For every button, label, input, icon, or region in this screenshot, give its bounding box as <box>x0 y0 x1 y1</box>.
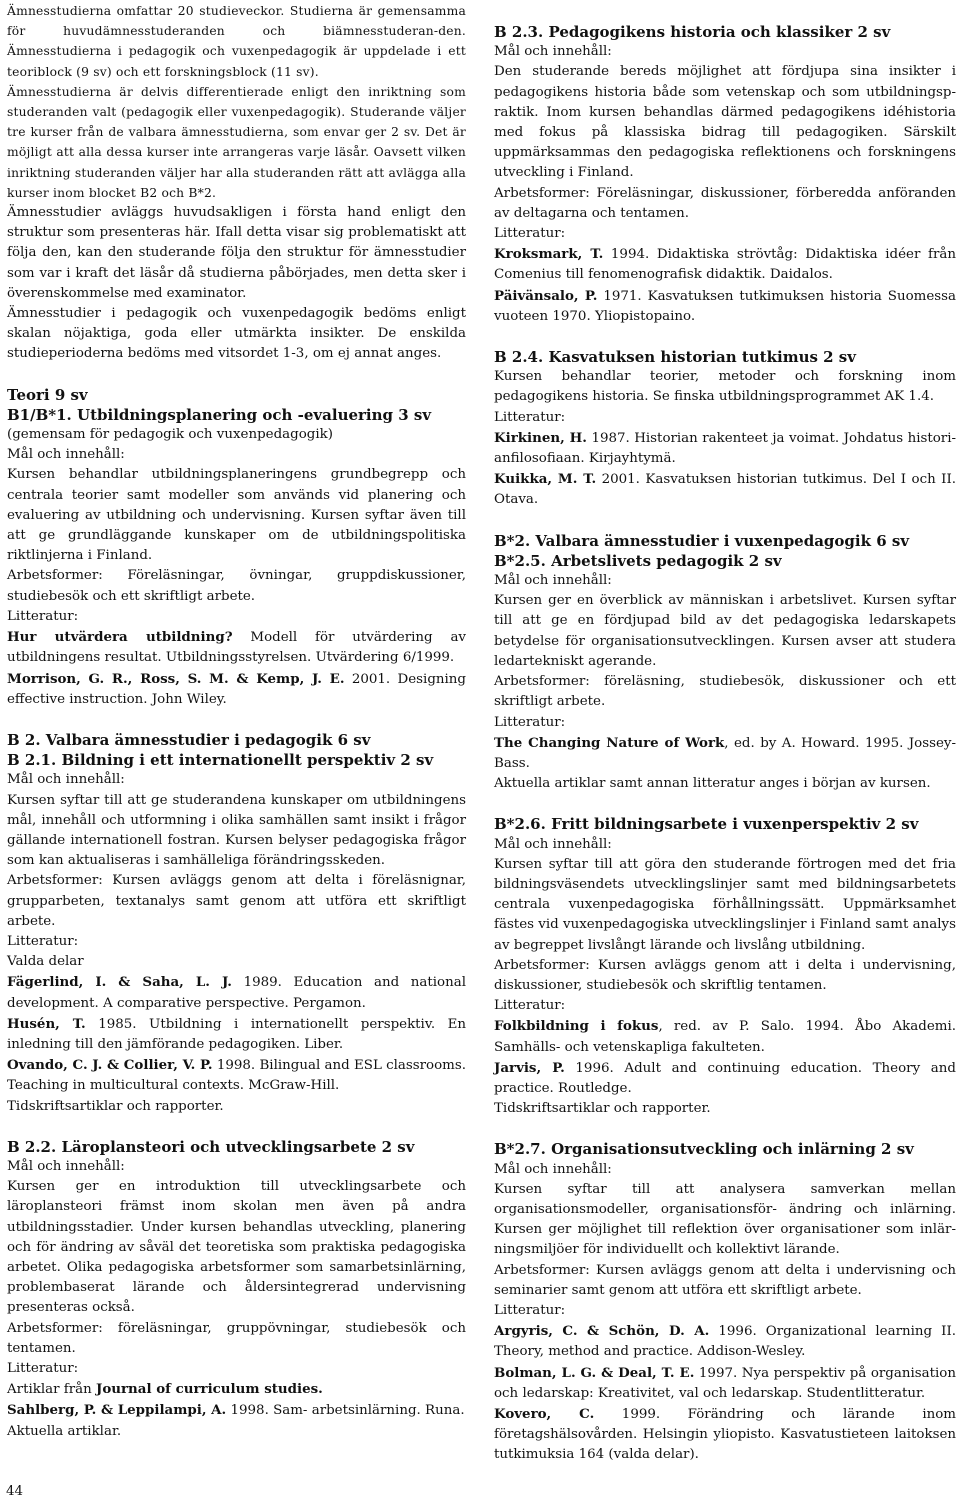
reference-text: 1996. Organizational learning II. Theory, method and practice. Addison-Wesley. <box>494 1324 956 1360</box>
course-arbetsformer: Arbetsformer: föreläsning, studiebesök, diskussioner och ett skriftligt arbete. <box>494 674 956 710</box>
intro-paragraph: Ämnesstudier i pedagogik och vuxenpedagogik bedöms enligt skalan nöjaktiga, goda eller utmärkta insikter. De enskilda studieperioderna bedöms med vitsordet 1-3, om ej annat anges. <box>7 306 466 362</box>
reference-author: Fägerlind, I. & Saha, L. J. <box>7 974 232 991</box>
reference-entry <box>7 627 466 668</box>
course-heading-bs25: B*2.5. Arbetslivets pedagogik 2 sv <box>494 551 782 570</box>
reference-entry <box>7 1400 466 1421</box>
course-note: (gemensam för pedagogik och vuxenpedagogik) <box>7 427 333 443</box>
reference-author: Morrison, G. R., Ross, S. M. & Kemp, J. E. <box>7 670 345 687</box>
course-body: Kursen behandlar utbildningsplaneringens grundbegrepp och centrala teorier samt modeller som används vid planering och evaluering av utbildning och undervisning. Kursen syftar även till att ge grundläggande kunskaper om de utbildningspolitiska riktlinjerna i Finland. <box>7 467 466 564</box>
reference-author: Husén, T. <box>7 1015 86 1032</box>
reference-title: Hur utvärdera utbildning? <box>7 629 233 646</box>
course-body: Den studerande bereds möjlighet att fördjupa sina insikter i pedagogikens historia både som vetenskap och som utbildningsp-raktik. Inom kursen behandlas därmed pedagogikens idéhistoria med fokus på klassiska bidrag till pedagogiken. Särskilt uppmärksammas den pedagogiska reflektionens och forskningens utveckling i Finland. <box>494 64 956 181</box>
reference-text: 1996. Adult and continuing education. Theory and practice. Routledge. <box>494 1060 956 1096</box>
reference-entry <box>494 733 956 774</box>
course-arbetsformer: Arbetsformer: föreläsningar, gruppövningar, studiebesök och tentamen. <box>7 1320 466 1356</box>
label-mal: Mål och innehåll: <box>494 1161 612 1177</box>
label-valda-delar: Valda delar <box>7 954 84 970</box>
reference-note: Aktuella artiklar samt annan litteratur anges i början av kursen. <box>494 776 931 792</box>
label-mal: Mål och innehåll: <box>494 836 612 852</box>
reference-author: Bolman, L. G. & Deal, T. E. <box>494 1364 695 1381</box>
reference-entry <box>494 428 956 469</box>
reference-text: 1998. Bilingual and ESL classrooms. Teaching in multicultural contexts. McGraw-Hill. <box>7 1058 467 1094</box>
reference-text: , ed. by A. Howard. 1995. Jossey-Bass. <box>494 735 956 771</box>
right-column <box>494 22 956 1466</box>
reference-author: Kovero, C. <box>494 1406 595 1422</box>
reference-note: Tidskriftsartiklar och rapporter. <box>494 1101 711 1117</box>
course-body: Kursen syftar till att analysera samverkan mellan organisationsmodeller, organisationsför- ändring och inlärning. Kursen ger möjlighet till reflektion över organisationer som inlär-ningsmiljöer för individuellt och kollektivt lärande. <box>494 1181 956 1258</box>
course-heading-b1: B1/B*1. Utbildningsplanering och -evaluering 3 sv <box>7 405 432 424</box>
reference-entry <box>7 1379 466 1400</box>
reference-note: Aktuella artiklar. <box>7 1423 122 1439</box>
reference-entry <box>494 1321 956 1362</box>
course-heading-bs27: B*2.7. Organisationsutveckling och inlärning 2 sv <box>494 1140 914 1159</box>
label-mal: Mål och innehåll: <box>7 772 125 788</box>
course-arbetsformer: Arbetsformer: Föreläsningar, övningar, gruppdiskussioner, studiebesök och ett skriftligt arbete. <box>7 568 466 604</box>
course-arbetsformer: Arbetsformer: Kursen avläggs genom att i delta i undervisning, diskussioner, studiebesök och skriftlig tentamen. <box>494 957 956 993</box>
label-litteratur: Litteratur: <box>494 998 566 1014</box>
reference-text: Artiklar från <box>7 1382 96 1398</box>
reference-text: 1998. Sam- arbetsinlärning. Runa. <box>226 1403 465 1419</box>
label-mal: Mål och innehåll: <box>7 1158 125 1174</box>
reference-entry <box>494 244 956 285</box>
section-heading-teori: Teori 9 sv <box>7 385 88 404</box>
reference-entry <box>7 669 466 710</box>
intro-paragraph: Ämnesstudierna är delvis differentierade enligt den inriktning som studeranden valt (pedagogik eller vuxenpedagogik). Studerande väljer tre kurser från de valbara ämnesstudierna, som envar ger 2 sv. Det är möjligt att alla dessa kurser inte arrangeras varje läsår. Oavsett vilken inriktning studeranden väljer har alla studeranden rätt att avlägga alla kurser inom blocket B2 och B*2. <box>7 84 466 200</box>
course-arbetsformer: Arbetsformer: Kursen avläggs genom att delta i föreläsnignar, grupparbeten, textanalys samt genom att utföra ett skriftligt arbete. <box>7 873 466 929</box>
reference-entry <box>494 1363 956 1404</box>
reference-entry <box>494 286 956 327</box>
reference-author: Jarvis, P. <box>494 1059 565 1076</box>
course-heading-b21: B 2.1. Bildning i ett internationellt perspektiv 2 sv <box>7 751 434 770</box>
reference-author: Kirkinen, H. <box>494 429 587 446</box>
label-litteratur: Litteratur: <box>7 1361 79 1376</box>
label-litteratur: Litteratur: <box>494 409 566 425</box>
label-litteratur: Litteratur: <box>7 608 79 624</box>
reference-text: 1999. Förändring och lärande inom företagshälsovården. Helsingin yliopisto. Kasvatustieteen laitoksen tutkimuksia 164 (valda delar). <box>494 1407 956 1463</box>
label-litteratur: Litteratur: <box>494 1302 566 1318</box>
reference-entry <box>494 1404 956 1466</box>
label-litteratur: Litteratur: <box>494 226 566 242</box>
reference-entry <box>7 972 466 1013</box>
reference-author: Ovando, C. J. & Collier, V. P. <box>7 1057 213 1074</box>
section-heading-bs2: B*2. Valbara ämnesstudier i vuxenpedagogik 6 sv <box>494 531 910 550</box>
course-heading-b22: B 2.2. Läroplansteori och utvecklingsarbete 2 sv <box>7 1137 415 1156</box>
reference-author: Sahlberg, P. & Leppilampi, A. <box>7 1402 227 1419</box>
reference-author: Kuikka, M. T. <box>494 471 597 488</box>
course-body: Kursen ger en överblick av människan i arbetslivet. Kursen syftar till att ge en fördjupad bild av det pedagogiska ledarskapets betydelse för organisationsutvecklingen. Kursen avser att studera ledartekniskt agerande. <box>494 593 956 669</box>
reference-text: 2001. Designing effective instruction. John Wiley. <box>7 671 466 707</box>
reference-title: Journal of curriculum studies. <box>96 1381 323 1398</box>
reference-note: Tidskriftsartiklar och rapporter. <box>7 1098 224 1114</box>
reference-author: Päivänsalo, P. <box>494 287 598 304</box>
reference-title: Folkbildning i fokus <box>494 1018 659 1035</box>
page-number: 44 <box>6 1484 24 1499</box>
intro-paragraph: Ämnesstudier avläggs huvudsakligen i första hand enligt den struktur som presenteras här. Ifall detta visar sig problematiskt att följa den, kan den studerande följa den struktur för ämnesstudier som var i kraft det läsår då studierna påbörjades, men detta sker i överenskommelse med examinator. <box>7 205 466 301</box>
label-litteratur: Litteratur: <box>494 714 566 730</box>
label-mal: Mål och innehåll: <box>494 573 612 589</box>
course-heading-b23: B 2.3. Pedagogikens historia och klassiker 2 sv <box>494 23 891 41</box>
reference-text: 1989. Education and national development. A comparative perspective. Pergamon. <box>7 975 466 1011</box>
course-body: Kursen behandlar teorier, metoder och forskning inom pedagogikens historia. Se finska utbildningsprogrammet AK 1.4. <box>494 369 956 405</box>
label-litteratur: Litteratur: <box>7 933 79 949</box>
left-column <box>7 1 466 1442</box>
reference-entry <box>494 1058 956 1099</box>
intro-paragraph: Ämnesstudierna omfattar 20 studieveckor. Studierna är gemensamma för huvudämnesstuderanden och biämnesstuderan-den. Ämnesstudierna i pedagogik och vuxenpedagogik är uppdelade i ett teoriblock (9 sv) och ett forskningsblock (11 sv). <box>7 4 466 79</box>
label-mal: Mål och innehåll: <box>494 44 612 60</box>
label-mal: Mål och innehåll: <box>7 447 125 463</box>
section-heading-b2: B 2. Valbara ämnesstudier i pedagogik 6 sv <box>7 730 371 749</box>
reference-entry <box>494 1016 956 1057</box>
reference-entry <box>494 469 956 510</box>
reference-text: 1994. Didaktiska strövtåg: Didaktiska idéer från Comenius till fenomenografisk didaktik. Daidalos. <box>494 247 956 283</box>
reference-text: 1971. Kasvatuksen tutkimuksen historia Suomessa vuoteen 1970. Yliopistopaino. <box>494 288 956 324</box>
course-body: Kursen ger en introduktion till utvecklingsarbete och läroplansteori främst inom skolan men även på andra utbildningsstadier. Under kursen behandlas utveckling, planering och för ändring av såväl det teoretiska som praktiska pedagogiska arbetet. Olika pedagogiska arbetsformer som samarbetsinlärning, problembaserat lärande och åldersintegrerad undervisning presenteras också. <box>7 1179 466 1316</box>
reference-text: 2001. Kasvatuksen historian tutkimus. Del I och II. Otava. <box>494 472 956 508</box>
course-heading-bs26: B*2.6. Fritt bildningsarbete i vuxenperspektiv 2 sv <box>494 815 919 834</box>
reference-text: , red. av P. Salo. 1994. Åbo Akademi. Samhälls- och vetenskapliga fakulteten. <box>494 1019 957 1055</box>
reference-entry <box>7 1055 466 1096</box>
course-arbetsformer: Arbetsformer: Föreläsningar, diskussioner, förberedda anföranden av deltagarna och tentamen. <box>494 185 956 221</box>
course-heading-b24: B 2.4. Kasvatuksen historian tutkimus 2 sv <box>494 348 856 367</box>
reference-text: Modell för utvärdering av utbildningens resultat. Utbildningsstyrelsen. Utvärdering 6/1999. <box>7 630 466 666</box>
reference-author: Argyris, C. & Schön, D. A. <box>494 1323 710 1340</box>
course-body: Kursen syftar till att ge studerandena kunskaper om utbildningens mål, innehåll och utformning i olika samhällen samt insikt i frågor gällande internationell fostran. Kursen belyser pedagogiska frågor som kan aktualiseras i samhälleliga förändringsskeden. <box>7 792 466 869</box>
reference-text: 1985. Utbildning i internationellt perspektiv. En inledning till den jämförande pedagogiken. Liber. <box>7 1016 466 1052</box>
reference-author: Kroksmark, T. <box>494 246 604 263</box>
reference-text: 1997. Nya perspektiv på organisation och ledarskap: Kreativitet, val och ledarskap. Studentlitteratur. <box>494 1365 956 1401</box>
course-body: Kursen syftar till att göra den studerande förtrogen med det fria bildningsväsendets utvecklingslinjer samt med bildningsarbetets centrala vuxenpedagogiska förhållningssätt. Uppmärksamhet fästes vid vuxenpedagogiska utvecklingslinjer i Finland samt analys av begreppet livslångt lärande och livslång utbildning. <box>494 856 956 953</box>
course-arbetsformer: Arbetsformer: Kursen avläggs genom att delta i undervisning och seminarier samt genom att utföra ett skriftligt arbete. <box>494 1262 956 1298</box>
reference-text: 1987. Historian rakenteet ja voimat. Johdatus histori-anfilosofiaan. Kirjayhtymä. <box>494 430 956 467</box>
reference-title: The Changing Nature of Work <box>494 734 725 751</box>
reference-entry <box>7 1014 466 1055</box>
